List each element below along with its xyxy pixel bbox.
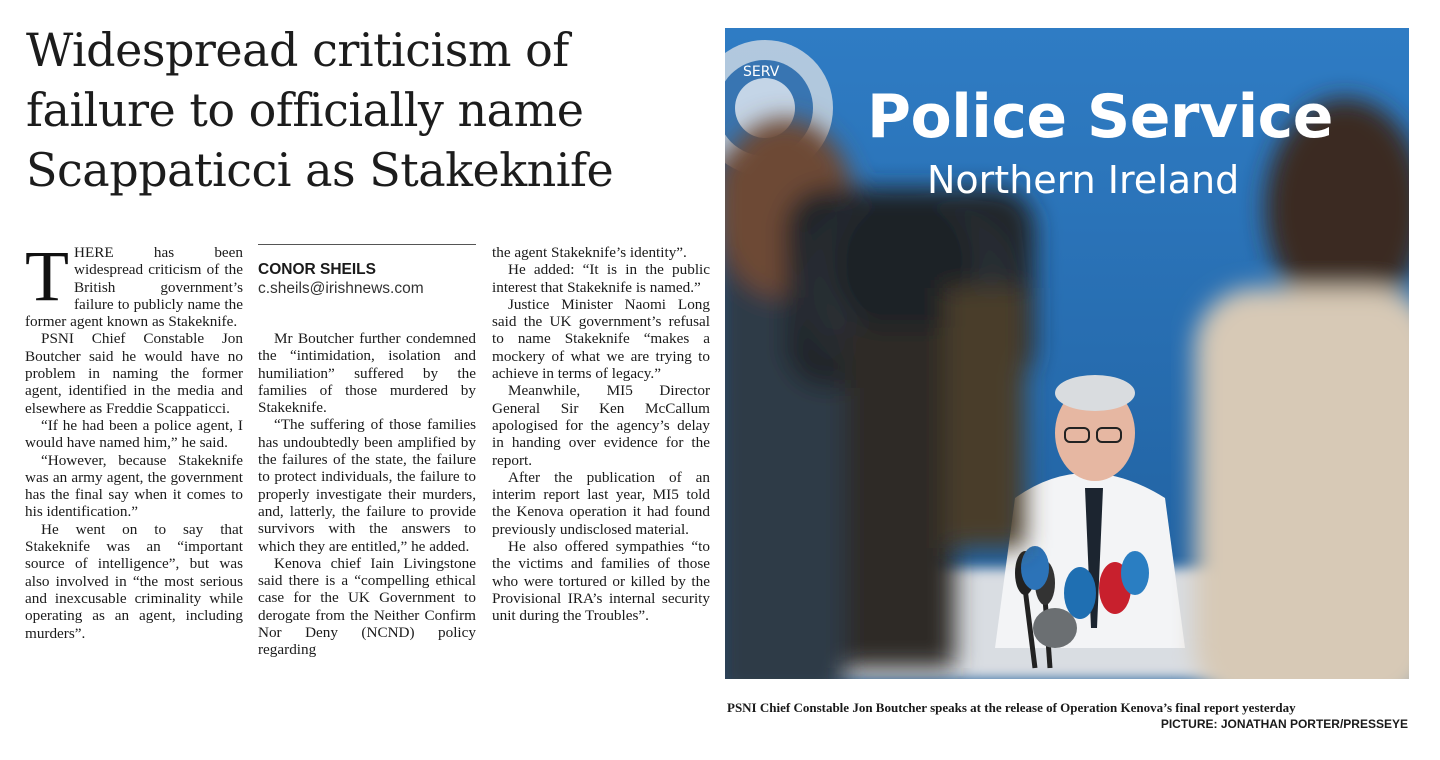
article-paragraph: “The suffering of those families has undoubtedly been amplified by the failures of the state, the failure to protect individuals, the failure to properly investigate their murders, and, latterly, the failure to provide survivors with the answers to which they are entitled,” he added. [258,416,476,555]
byline-author: CONOR SHEILS [258,261,376,278]
article-paragraph: Kenova chief Iain Livingstone said there is a “compelling ethical case for the UK Government to derogate from the Neither Confirm Nor Deny (NCND) policy regarding [258,554,476,659]
article-column-3 [492,244,710,625]
article-paragraph: Mr Boutcher further condemned the “intimidation, isolation and humiliation” suffered by the families of those murdered by Stakeknife. [258,330,476,417]
photo-credit: PICTURE: JONATHAN PORTER/PRESSEYE [1160,717,1408,731]
article-paragraph: After the publication of an interim report last year, MI5 told the Kenova operation it had found previously undisclosed material. [492,468,710,538]
article-paragraph: THERE has been widespread criticism of the British government’s failure to publicly name the former agent known as Stakeknife. [25,236,243,331]
article-paragraph: He also offered sympathies “to the victims and families of those who were tortured or killed by the Provisional IRA’s internal security unit during the Troubles”. [492,538,710,625]
byline-divider [258,244,476,245]
article-paragraph: PSNI Chief Constable Jon Boutcher said he would have no problem in naming the former agent, identified in the media and elsewhere as Freddie Scappaticci. [25,330,243,417]
byline-email[interactable]: c.sheils@irishnews.com [258,280,424,297]
article-paragraph: He added: “It is in the public interest that Stakeknife is named.” [492,261,710,296]
press-conference-photo [725,28,1409,679]
headline [26,20,716,200]
article-paragraph: “If he had been a police agent, I would have named him,” he said. [25,416,243,452]
headline-line-2: failure to officially name [26,83,584,137]
article-column-1 [25,236,243,642]
headline-line-1: Widespread criticism of [26,23,569,77]
article-paragraph: He went on to say that Stakeknife was an “important source of intelligence”, but was also involved in “the most serious and inexcusable criminality while operating as an agent, including murders”. [25,520,243,642]
article-paragraph: the agent Stakeknife’s identity”. [492,244,687,261]
article-column-2 [258,244,476,659]
badge-text: SERV [743,64,780,80]
photo-caption: PSNI Chief Constable Jon Boutcher speaks at the release of Operation Kenova’s final report yesterday [727,700,1296,715]
article-paragraph: “However, because Stakeknife was an army agent, the government has the final say when it comes to his identification.” [25,451,243,521]
drop-cap: T [25,236,69,316]
article-paragraph: Justice Minister Naomi Long said the UK government’s refusal to name Stakeknife “makes a mockery of what we are trying to achieve in terms of legacy.” [492,295,710,383]
headline-line-3: Scappaticci as Stakeknife [26,143,614,197]
backdrop-title: Police Service [867,82,1333,152]
article-paragraph: Meanwhile, MI5 Director General Sir Ken McCallum apologised for the agency’s delay in handing over evidence for the report. [492,382,710,469]
backdrop-subtitle: Northern Ireland [927,158,1240,202]
